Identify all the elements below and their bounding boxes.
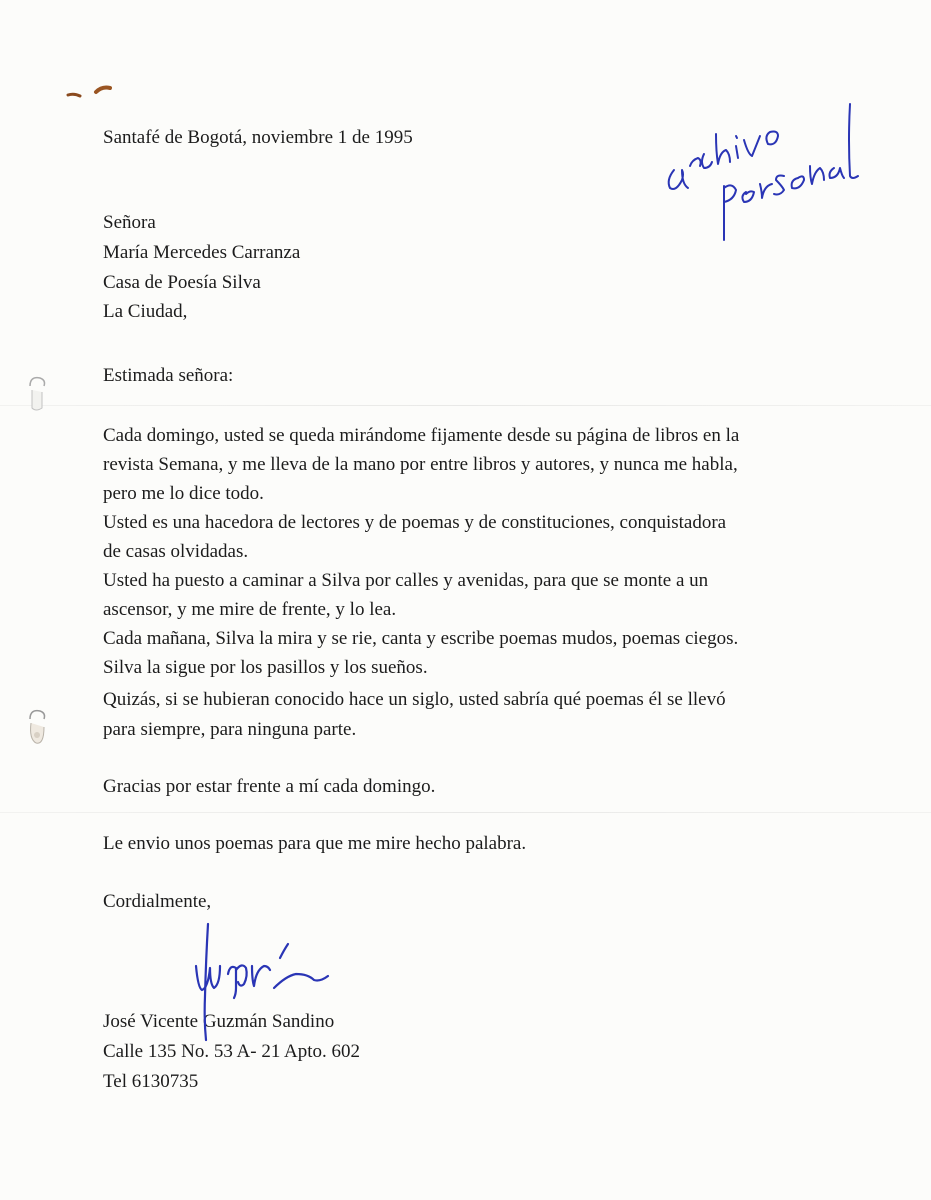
thanks-line: Gracias por estar frente a mí cada domingo. — [103, 776, 436, 797]
body-line: Quizás, si se hubieran conocido hace un siglo, usted sabría qué poemas él se llevó — [103, 689, 726, 710]
body-line: Usted es una hacedora de lectores y de poemas y de constituciones, conquistadora — [103, 512, 727, 533]
handwritten-note-archivo-personal — [660, 80, 860, 250]
sender-name: José Vicente Guzmán Sandino — [103, 1011, 335, 1032]
body-line: de casas olvidadas. — [103, 541, 249, 562]
sender-phone: Tel 6130735 — [103, 1071, 199, 1092]
place-date: Santafé de Bogotá, noviembre 1 de 1995 — [103, 127, 413, 148]
body-line: Usted ha puesto a caminar a Silva por calles y avenidas, para que se monte a un — [103, 570, 709, 591]
salutation: Estimada señora: — [103, 365, 234, 386]
punch-hole-bottom — [26, 705, 48, 747]
signature — [188, 918, 338, 1043]
enclosure-note: Le envio unos poemas para que me mire hecho palabra. — [103, 833, 527, 854]
body-line: ascensor, y me mire de frente, y lo lea. — [103, 599, 397, 620]
body-line: revista Semana, y me lleva de la mano por entre libros y autores, y nunca me habla, — [103, 454, 738, 475]
body-line: Cada mañana, Silva la mira y se rie, canta y escribe poemas mudos, poemas ciegos. — [103, 628, 739, 649]
body-line: para siempre, para ninguna parte. — [103, 719, 357, 740]
sender-address: Calle 135 No. 53 A- 21 Apto. 602 — [103, 1041, 361, 1062]
body-line: Cada domingo, usted se queda mirándome fijamente desde su página de libros en la — [103, 425, 740, 446]
body-line: Silva la sigue por los pasillos y los sueños. — [103, 657, 428, 678]
recipient-title: Señora — [103, 212, 156, 233]
closing: Cordialmente, — [103, 891, 212, 912]
ink-smudge — [62, 80, 122, 102]
body-line: pero me lo dice todo. — [103, 483, 264, 504]
recipient-name: María Mercedes Carranza — [103, 242, 301, 263]
fold-line-top — [0, 405, 931, 406]
recipient-organization: Casa de Poesía Silva — [103, 272, 261, 293]
fold-line-bottom — [0, 812, 931, 813]
punch-hole-top — [26, 372, 48, 414]
recipient-city: La Ciudad, — [103, 301, 188, 322]
